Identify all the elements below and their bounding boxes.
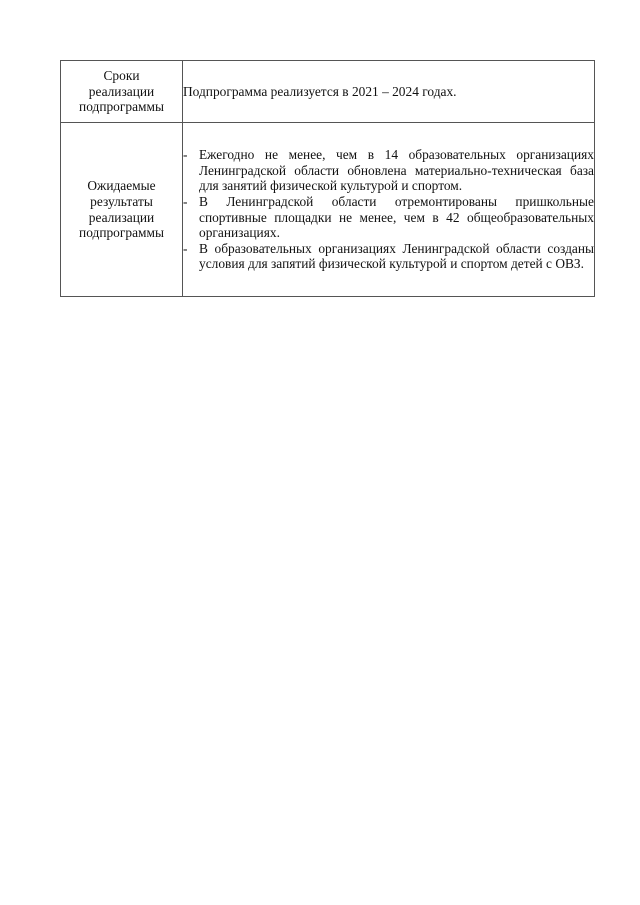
table-row-implementation-period [61, 61, 595, 123]
table-row-expected-results [61, 123, 595, 297]
result-item-text: Ежегодно не менее, чем в 14 образовательных организациях Ленинградской области обновлена материально-техническая база для занятий физической культурой и спортом. [199, 147, 594, 194]
label-line: Ожидаемые [87, 178, 156, 194]
label-line: подпрограммы [79, 99, 164, 115]
dash-bullet-icon: - [183, 193, 188, 209]
dash-bullet-icon: - [183, 240, 188, 256]
label-line: реализации [88, 209, 155, 225]
label-cell-expected-results [61, 123, 183, 297]
value-cell-implementation-period [183, 61, 595, 123]
label-line: результаты [90, 193, 153, 209]
list-item [183, 147, 594, 194]
subprogram-passport-table [60, 60, 595, 297]
expected-results-list [183, 147, 594, 272]
result-item-text: В Ленинградской области отремонтированы пришкольные спортивные площадки не менее, чем в 42 общеобразовательных организациях. [199, 193, 594, 241]
label-line: Сроки [103, 68, 140, 84]
label-cell-implementation-period [61, 61, 183, 123]
label-line: подпрограммы [79, 225, 164, 241]
value-cell-expected-results [183, 123, 595, 297]
dash-bullet-icon: - [183, 147, 188, 163]
list-item [183, 194, 594, 241]
label-line: реализации [88, 83, 155, 99]
implementation-period-text: Подпрограмма реализуется в 2021 – 2024 годах. [183, 83, 457, 99]
list-item [183, 241, 594, 272]
result-item-text: В образовательных организациях Ленинградской области созданы условия для запятий физической культурой и спортом детей с ОВЗ. [199, 240, 594, 272]
